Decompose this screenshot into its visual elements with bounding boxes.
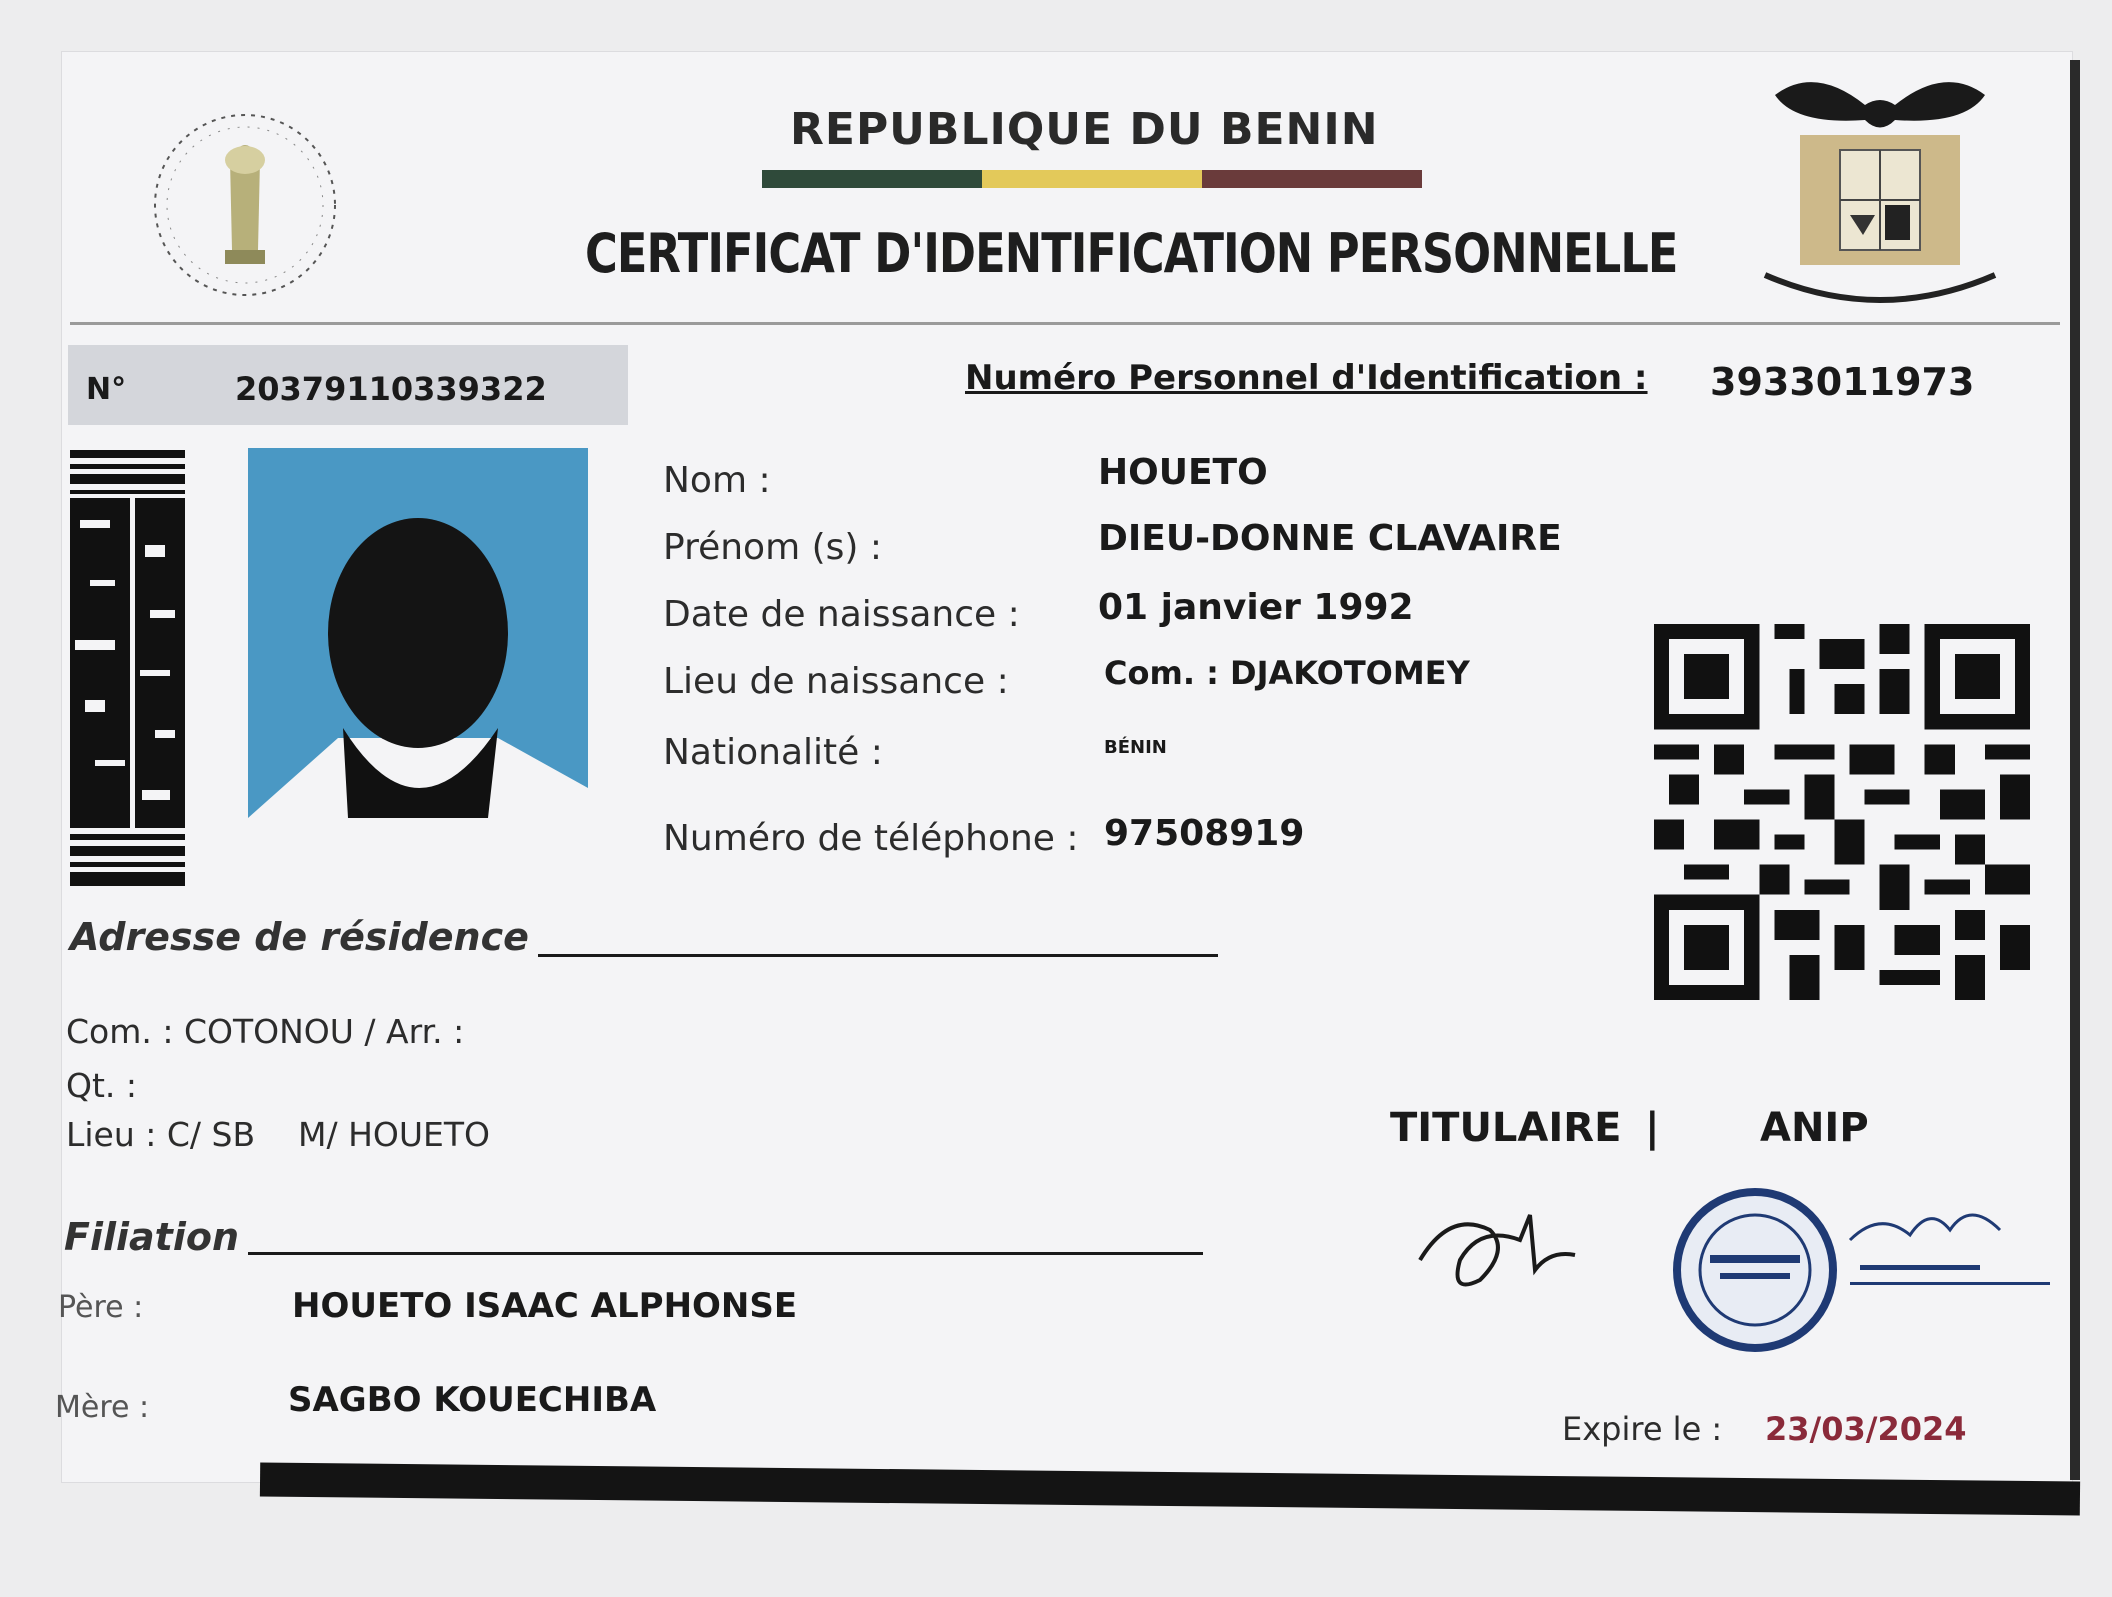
- filiation-heading: Filiation: [64, 1215, 240, 1259]
- anip-label: ANIP: [1760, 1105, 1869, 1151]
- given-names-value: DIEU-DONNE CLAVAIRE: [1098, 518, 1562, 559]
- national-flag-stripe: [762, 170, 1422, 188]
- npi-value: 3933011973: [1710, 360, 1975, 404]
- flag-green-stripe: [762, 170, 982, 188]
- expiry-date: 23/03/2024: [1765, 1410, 1967, 1448]
- father-label: Père :: [58, 1290, 144, 1325]
- anip-signature-icon: [1840, 1190, 2070, 1310]
- phone-value: 97508919: [1104, 813, 1305, 854]
- expiry-label: Expire le :: [1562, 1410, 1723, 1448]
- residence-commune: Com. : COTONOU / Arr. :: [66, 1012, 465, 1051]
- residence-quartier: Qt. :: [66, 1066, 138, 1105]
- number-label: N°: [86, 372, 127, 407]
- residence-underline: [538, 954, 1218, 957]
- certificate-number: 20379110339322: [235, 370, 547, 408]
- benin-coat-of-arms-icon: [1745, 65, 2015, 305]
- birth-date-value: 01 janvier 1992: [1098, 587, 1414, 628]
- nationality-value: BÉNIN: [1104, 737, 1167, 758]
- header-divider: [70, 322, 2060, 325]
- residence-lieu-value: M/ HOUETO: [298, 1115, 491, 1154]
- birth-date-label: Date de naissance :: [663, 594, 1020, 635]
- flag-red-stripe: [1202, 170, 1422, 188]
- filiation-underline: [248, 1252, 1203, 1255]
- nationality-label: Nationalité :: [663, 732, 883, 773]
- qr-code-icon: [1652, 624, 2032, 1000]
- barcode-icon: [70, 450, 190, 888]
- card-right-edge: [2070, 60, 2080, 1480]
- mother-value: SAGBO KOUECHIBA: [288, 1380, 657, 1420]
- npi-label: Numéro Personnel d'Identification :: [965, 358, 1648, 398]
- birth-place-value: Com. : DJAKOTOMEY: [1104, 654, 1470, 692]
- birth-place-label: Lieu de naissance :: [663, 661, 1009, 702]
- residence-heading: Adresse de résidence: [70, 915, 529, 959]
- anip-emblem-icon: [140, 100, 350, 310]
- flag-yellow-stripe: [982, 170, 1202, 188]
- phone-label: Numéro de téléphone :: [663, 818, 1079, 859]
- surname-label: Nom :: [663, 460, 771, 501]
- mother-label: Mère :: [55, 1390, 150, 1425]
- father-value: HOUETO ISAAC ALPHONSE: [292, 1286, 798, 1326]
- country-title: REPUBLIQUE DU BENIN: [790, 104, 1379, 155]
- signature-separator: |: [1645, 1105, 1660, 1151]
- holder-photo-portrait: [248, 448, 588, 838]
- titulaire-label: TITULAIRE: [1390, 1105, 1622, 1151]
- document-title: CERTIFICAT D'IDENTIFICATION PERSONNELLE: [585, 222, 1678, 285]
- surname-value: HOUETO: [1098, 452, 1268, 493]
- anip-stamp-icon: [1670, 1185, 1840, 1355]
- holder-signature-icon: [1410, 1200, 1580, 1310]
- given-names-label: Prénom (s) :: [663, 527, 883, 568]
- residence-lieu-label: Lieu : C/ SB: [66, 1115, 256, 1154]
